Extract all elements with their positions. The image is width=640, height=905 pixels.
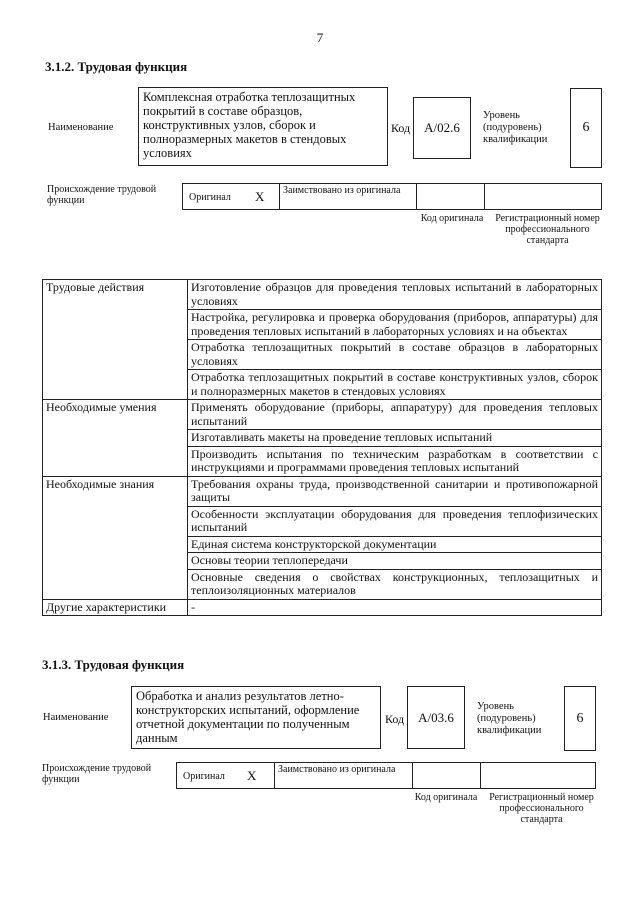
level-label-313: Уровень (подуровень) квалификации [477,701,542,736]
original-code-cell-313 [413,763,481,788]
name-value-312: Комплексная отработка теплозащитных покрытий в составе образцов, конструктивных узлов, сборок и полноразмерных макетов в стендовых условиях [138,87,388,166]
table-row [43,400,602,430]
function-details-table [42,279,602,616]
section-title-313: 3.1.3. Трудовая функция [42,657,185,672]
labor-action-item: Отработка теплозащитных покрытий в составе конструктивных узлов, сборок и полноразмерных макетов в стендовых условиях [188,370,602,400]
level-value-312: 6 [570,88,602,168]
reg-number-cell-312 [485,184,601,209]
other-header: Другие характеристики [43,599,188,616]
original-cell-312 [183,184,280,209]
name-label-312: Наименование [48,122,114,133]
code-label-312: Код [391,121,411,135]
page-number: 7 [316,30,324,45]
original-code-cell-312 [417,184,485,209]
origin-row-313 [176,762,596,789]
table-row [43,280,602,310]
level-label-312: Уровень (подуровень) квалификации [483,110,548,145]
borrowed-cell-313 [275,763,413,788]
borrowed-cell-312 [280,184,417,209]
skill-item: Изготавливать макеты на проведение тепловых испытаний [188,430,602,447]
borrowed-label-313: Заимствовано из оригинала [278,764,396,775]
knowledge-item: Особенности эксплуатации оборудования для проведения теплофизических испытаний [188,506,602,536]
labor-action-item: Отработка теплозащитных покрытий в составе образцов в лабораторных условиях [188,340,602,370]
code-caption-312: Код оригинала [420,213,484,224]
skills-header: Необходимые умения [43,400,188,477]
original-label-313: Оригинал [183,771,225,782]
knowledge-header: Необходимые знания [43,476,188,599]
reg-caption-313: Регистрационный номер профессионального стандарта [489,792,594,825]
original-mark-313: X [247,768,257,783]
other-value: - [188,599,602,616]
level-value-313: 6 [564,686,596,751]
table-row [43,599,602,616]
origin-label-312: Происхождение трудовой функции [47,184,157,206]
reg-number-cell-313 [481,763,595,788]
code-caption-313: Код оригинала [414,792,478,803]
origin-row-312 [182,183,602,210]
original-label-312: Оригинал [189,192,231,203]
name-value-313: Обработка и анализ результатов летно-конструкторских испытаний, оформление отчетной документации по полученным данным [131,686,381,749]
labor-actions-header: Трудовые действия [43,280,188,400]
borrowed-label-312: Заимствовано из оригинала [283,185,401,196]
code-value-312: А/02.6 [413,97,471,159]
name-label-313: Наименование [43,712,109,723]
original-mark-312: X [255,189,265,204]
code-value-313: А/03.6 [407,686,465,749]
knowledge-item: Требования охраны труда, производственной санитарии и противопожарной защиты [188,476,602,506]
knowledge-item: Единая система конструкторской документации [188,536,602,553]
skill-item: Применять оборудование (приборы, аппаратуру) для проведения тепловых испытаний [188,400,602,430]
labor-action-item: Настройка, регулировка и проверка оборудования (приборов, аппаратуры) для проведения тепловых испытаний в лабораторных условиях и на объектах [188,310,602,340]
table-row [43,476,602,506]
knowledge-item: Основы теории теплопередачи [188,553,602,570]
origin-label-313: Происхождение трудовой функции [42,763,152,785]
knowledge-item: Основные сведения о свойствах конструкционных, теплозащитных и теплоизоляционных материалов [188,569,602,599]
original-cell-313 [177,763,275,788]
section-title-312: 3.1.2. Трудовая функция [45,59,188,74]
labor-action-item: Изготовление образцов для проведения тепловых испытаний в лабораторных условиях [188,280,602,310]
reg-caption-312: Регистрационный номер профессионального стандарта [495,213,600,246]
code-label-313: Код [385,712,405,726]
skill-item: Производить испытания по техническим разработкам в соответствии с инструкциями и программами проведения тепловых испытаний [188,446,602,476]
